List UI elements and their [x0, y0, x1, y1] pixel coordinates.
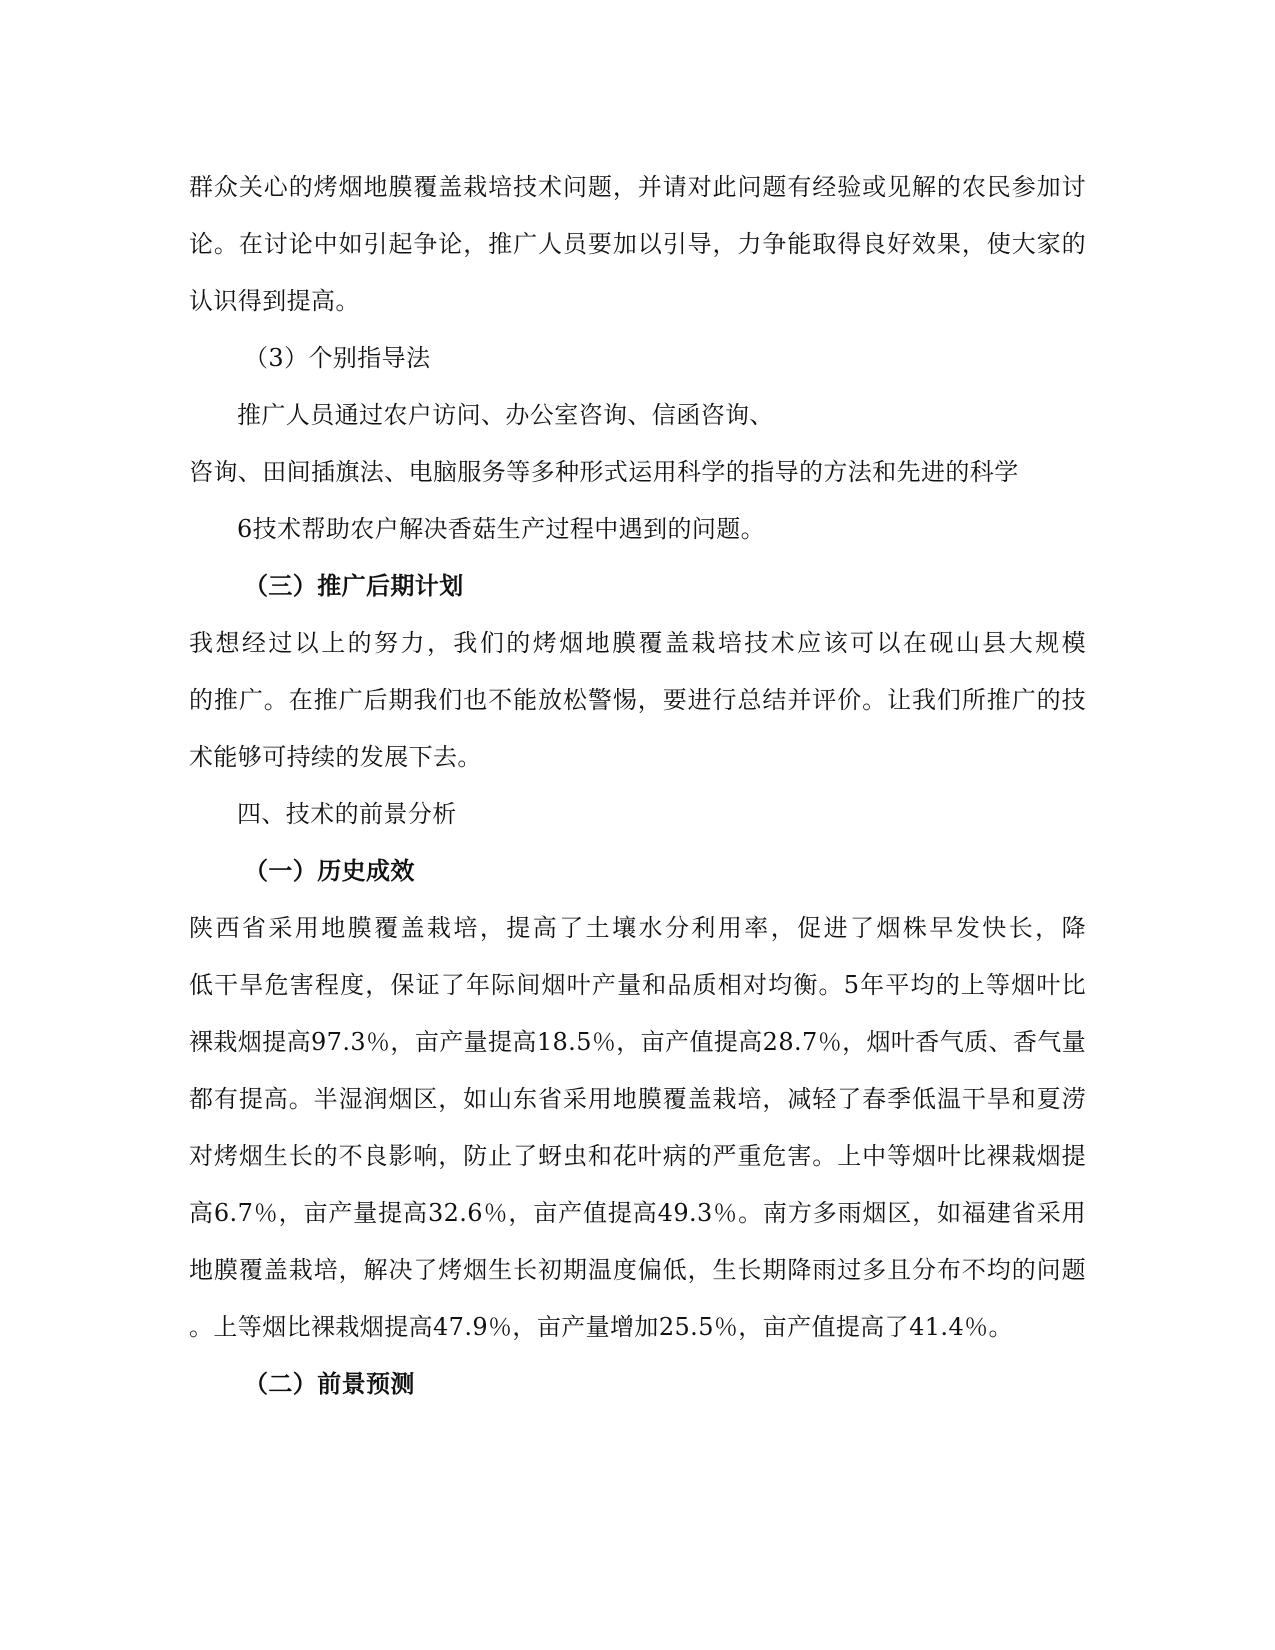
heading-section-4: 四、技术的前景分析 — [237, 800, 457, 828]
heading-individual-guidance: （3）个别指导法 — [244, 344, 431, 372]
paragraph-3-line-3: 术能够可持续的发展下去。 — [189, 743, 482, 771]
paragraph-2-line-1: 推广人员通过农户访问、办公室咨询、信函咨询、 — [237, 401, 774, 429]
paragraph-4-line-3: 裸栽烟提高97.3％，亩产量提高18.5％，亩产值提高28.7％，烟叶香气质、香气量 — [189, 1028, 1087, 1056]
heading-forecast: （二）前景预测 — [244, 1370, 415, 1398]
paragraph-2-line-2: 咨询、田间插旗法、电脑服务等多种形式运用科学的指导的方法和先进的科学 — [189, 458, 1019, 486]
heading-later-plan: （三）推广后期计划 — [244, 572, 464, 600]
paragraph-1-line-1: 群众关心的烤烟地膜覆盖栽培技术问题，并请对此问题有经验或见解的农民参加讨 — [189, 173, 1086, 201]
paragraph-3-line-1: 我想经过以上的努力，我们的烤烟地膜覆盖栽培技术应该可以在砚山县大规模 — [189, 629, 1086, 657]
paragraph-4-line-1: 陕西省采用地膜覆盖栽培，提高了土壤水分利用率，促进了烟株早发快长，降 — [189, 914, 1086, 942]
paragraph-1-line-3: 认识得到提高。 — [189, 287, 360, 315]
paragraph-4-line-5: 对烤烟生长的不良影响，防止了蚜虫和花叶病的严重危害。上中等烟叶比裸栽烟提 — [189, 1142, 1086, 1170]
paragraph-4-line-6: 高6.7％，亩产量提高32.6％，亩产值提高49.3％。南方多雨烟区，如福建省采用 — [189, 1199, 1086, 1227]
heading-history: （一）历史成效 — [244, 857, 415, 885]
paragraph-2-line-3: 6技术帮助农户解决香菇生产过程中遇到的问题。 — [237, 515, 766, 543]
paragraph-4-line-4: 都有提高。半湿润烟区，如山东省采用地膜覆盖栽培，减轻了春季低温干旱和夏涝 — [189, 1085, 1086, 1113]
paragraph-3-line-2: 的推广。在推广后期我们也不能放松警惕，要进行总结并评价。让我们所推广的技 — [189, 686, 1086, 714]
paragraph-4-line-7: 地膜覆盖栽培，解决了烤烟生长初期温度偏低，生长期降雨过多且分布不均的问题 — [189, 1256, 1086, 1284]
paragraph-1-line-2: 论。在讨论中如引起争论，推广人员要加以引导，力争能取得良好效果，使大家的 — [189, 230, 1086, 258]
paragraph-4-line-8: 。上等烟比裸栽烟提高47.9％，亩产量增加25.5％，亩产值提高了41.4％。 — [189, 1313, 1013, 1341]
paragraph-4-line-2: 低干旱危害程度，保证了年际间烟叶产量和品质相对均衡。5年平均的上等烟叶比 — [189, 971, 1086, 999]
